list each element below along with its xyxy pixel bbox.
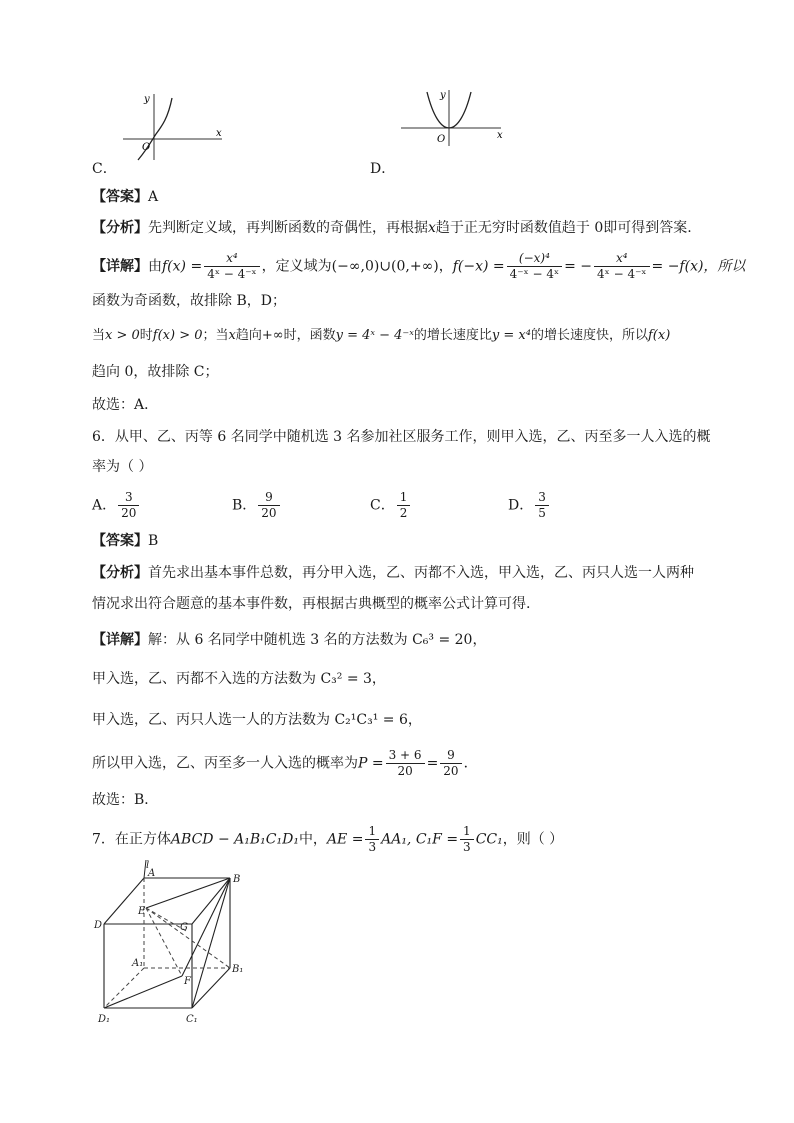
q6-option-a[interactable] bbox=[92, 490, 141, 521]
fraction-numerator: 3 bbox=[535, 490, 549, 506]
math-expr: f(−x) = bbox=[452, 258, 505, 275]
option-label: C． bbox=[370, 497, 395, 514]
q6-answer bbox=[92, 530, 158, 552]
fraction bbox=[507, 251, 562, 282]
label-a: A bbox=[148, 868, 156, 879]
detail-text: ． bbox=[463, 755, 478, 772]
q6-option-d[interactable] bbox=[508, 490, 551, 521]
fraction-denominator: 20 bbox=[397, 764, 413, 778]
q6-stem-line-1: 6．从甲、乙、丙等 6 名同学中随机选 3 名参加社区服务工作，则甲入选，乙、丙至多一人入选的概 bbox=[92, 429, 711, 445]
q6-detail-line-3: 甲入选，乙、丙只人选一人的方法数为 C₂¹C₃¹ = 6， bbox=[92, 712, 422, 728]
fraction bbox=[535, 490, 549, 521]
q5-detail-line-1 bbox=[92, 251, 745, 282]
fraction-denominator: 20 bbox=[261, 506, 277, 520]
fraction bbox=[118, 490, 139, 521]
q7-stem bbox=[92, 824, 563, 855]
cube-diagram bbox=[88, 858, 258, 1028]
fraction-denominator: 4ˣ − 4⁻ˣ bbox=[597, 267, 647, 281]
fraction-numerator: 3 bbox=[118, 490, 139, 506]
fraction-denominator: 5 bbox=[538, 506, 546, 520]
detail-text: 解：从 6 名同学中随机选 3 名的方法数为 C₆³ = 20， bbox=[148, 632, 487, 648]
detail-text: ；当 bbox=[202, 328, 229, 343]
detail-text: = −f(x)，所以 bbox=[651, 258, 746, 275]
q5-analysis bbox=[92, 217, 692, 239]
stem-text: ，则（ ） bbox=[502, 831, 564, 848]
answer-value: B bbox=[148, 533, 159, 549]
q6-analysis-line-1 bbox=[92, 562, 694, 584]
graph-c-y-label: y bbox=[144, 94, 150, 105]
math-expr: ABCD − A₁B₁C₁D₁ bbox=[170, 831, 299, 848]
fraction bbox=[594, 251, 649, 282]
fraction-denominator: 2 bbox=[399, 506, 408, 520]
fraction bbox=[365, 824, 379, 855]
label-l: l bbox=[146, 860, 150, 871]
q6-option-b[interactable] bbox=[232, 490, 282, 521]
analysis-text: 趋于正无穷时函数值趋于 0即可得到答案. bbox=[435, 220, 692, 236]
detail-text: 的增长速度比 bbox=[413, 328, 492, 343]
q5-answer bbox=[92, 186, 158, 208]
math-expr: = bbox=[426, 755, 439, 772]
analysis-text: 首先求出基本事件总数，再分甲入选，乙、丙都不入选，甲入选，乙、丙只人选一人两种 bbox=[148, 565, 694, 581]
math-expr: y = x⁴ bbox=[491, 328, 531, 343]
q6-conclusion: 故选：B． bbox=[92, 792, 159, 808]
q5-detail-line-3 bbox=[92, 325, 670, 347]
math-expr: AA₁, C₁F = bbox=[381, 831, 459, 848]
fraction-numerator: x⁴ bbox=[204, 251, 259, 267]
fraction bbox=[397, 490, 411, 521]
hidden-edge-e-b1 bbox=[146, 908, 230, 968]
q6-analysis-line-2: 情况求出符合题意的基本事件数，再根据古典概型的概率公式计算可得. bbox=[92, 596, 531, 612]
label-a1: A₁ bbox=[132, 958, 144, 969]
fraction-numerator: 1 bbox=[365, 824, 379, 840]
fraction bbox=[204, 251, 259, 282]
fraction-denominator: 4⁻ˣ − 4ˣ bbox=[509, 267, 560, 281]
fraction bbox=[460, 824, 474, 855]
stem-text: 7．在正方体 bbox=[92, 831, 171, 848]
label-d: D bbox=[94, 920, 103, 931]
label-b: B bbox=[233, 874, 241, 885]
fraction-numerator: 1 bbox=[397, 490, 411, 506]
math-expr: f(x) > 0 bbox=[152, 328, 203, 343]
label-c1: C₁ bbox=[186, 1014, 198, 1025]
graph-c-origin-label: O bbox=[142, 142, 151, 153]
answer-tag: 【答案】 bbox=[92, 189, 148, 205]
analysis-tag: 【分析】 bbox=[92, 220, 148, 236]
fraction-denominator: 3 bbox=[368, 840, 377, 854]
analysis-tag: 【分析】 bbox=[92, 565, 148, 581]
fraction bbox=[258, 490, 279, 521]
fraction-numerator: 9 bbox=[440, 748, 461, 764]
option-label: A． bbox=[92, 497, 117, 514]
math-expr: = − bbox=[564, 258, 593, 275]
label-b1: B₁ bbox=[232, 964, 244, 975]
label-g: G bbox=[180, 922, 188, 933]
fraction-numerator: 1 bbox=[460, 824, 474, 840]
fraction bbox=[440, 748, 461, 779]
q6-detail-line-2: 甲入选，乙、丙都不入选的方法数为 C₃² = 3， bbox=[92, 671, 386, 687]
math-expr: x > 0 bbox=[105, 328, 140, 343]
edge-d-a bbox=[104, 878, 144, 924]
graph-d-origin-label: O bbox=[437, 134, 446, 145]
detail-tag: 【详解】 bbox=[92, 258, 148, 275]
math-expr: f(x) bbox=[647, 328, 671, 343]
q5-conclusion: 故选：A． bbox=[92, 397, 159, 413]
math-expr: f(x) = bbox=[162, 258, 203, 275]
label-e: E bbox=[138, 906, 146, 917]
graph-d-x-label: x bbox=[497, 130, 503, 141]
fraction-numerator: 3 + 6 bbox=[386, 748, 425, 764]
hidden-edge-a1-d1 bbox=[104, 968, 144, 1008]
graph-c-label: C． bbox=[92, 161, 117, 177]
detail-text: 所以甲入选，乙、丙至多一人入选的概率为 bbox=[92, 755, 358, 772]
detail-text: 当 bbox=[92, 328, 106, 343]
detail-text: 时 bbox=[139, 328, 153, 343]
label-d1: D₁ bbox=[98, 1014, 111, 1025]
detail-tag: 【详解】 bbox=[92, 632, 148, 648]
label-f: F bbox=[184, 976, 191, 987]
math-expr: CC₁ bbox=[475, 831, 503, 848]
math-var: x bbox=[228, 328, 236, 343]
detail-text: 趋向+∞时，函数 bbox=[235, 328, 336, 343]
fraction-numerator: (−x)⁴ bbox=[507, 251, 562, 267]
fraction-denominator: 20 bbox=[121, 506, 137, 520]
detail-text: 的增长速度快，所以 bbox=[530, 328, 648, 343]
q6-option-c[interactable] bbox=[370, 490, 412, 521]
analysis-text: 先判断定义域，再判断函数的奇偶性，再根据 bbox=[148, 220, 428, 236]
detail-text: 由 bbox=[148, 258, 162, 275]
math-var: x bbox=[428, 220, 436, 236]
fraction-denominator: 4ˣ − 4⁻ˣ bbox=[207, 267, 257, 281]
edge-d1-f bbox=[104, 976, 182, 1008]
q6-detail-line-1 bbox=[92, 629, 486, 651]
graph-option-d bbox=[397, 86, 507, 148]
fraction-numerator: 9 bbox=[258, 490, 279, 506]
stem-text: 中， bbox=[298, 831, 327, 848]
q5-detail-line-4: 趋向 0，故排除 C； bbox=[92, 364, 219, 380]
fraction bbox=[386, 748, 425, 779]
graph-c-x-label: x bbox=[216, 128, 222, 139]
math-expr: y = 4ˣ − 4⁻ˣ bbox=[335, 328, 414, 343]
q5-detail-line-2: 函数为奇函数，故排除 B，D； bbox=[92, 293, 286, 309]
option-label: D． bbox=[508, 497, 534, 514]
fraction-denominator: 3 bbox=[463, 840, 471, 854]
detail-text: ，定义域为(−∞,0)∪(0,+∞)， bbox=[261, 258, 453, 275]
q6-stem-line-2: 率为（ ） bbox=[92, 459, 153, 475]
graph-d-y-label: y bbox=[440, 90, 446, 101]
graph-option-c bbox=[118, 88, 230, 162]
option-label: B． bbox=[232, 497, 257, 514]
math-expr: P = bbox=[358, 755, 384, 772]
answer-value: A bbox=[148, 189, 159, 205]
math-expr: AE = bbox=[326, 831, 364, 848]
q6-detail-line-4 bbox=[92, 748, 478, 779]
fraction-numerator: x⁴ bbox=[594, 251, 649, 267]
fraction-denominator: 20 bbox=[443, 764, 459, 778]
hidden-edge-e-f bbox=[146, 908, 182, 976]
graph-d-label: D． bbox=[370, 161, 396, 177]
answer-tag: 【答案】 bbox=[92, 533, 148, 549]
